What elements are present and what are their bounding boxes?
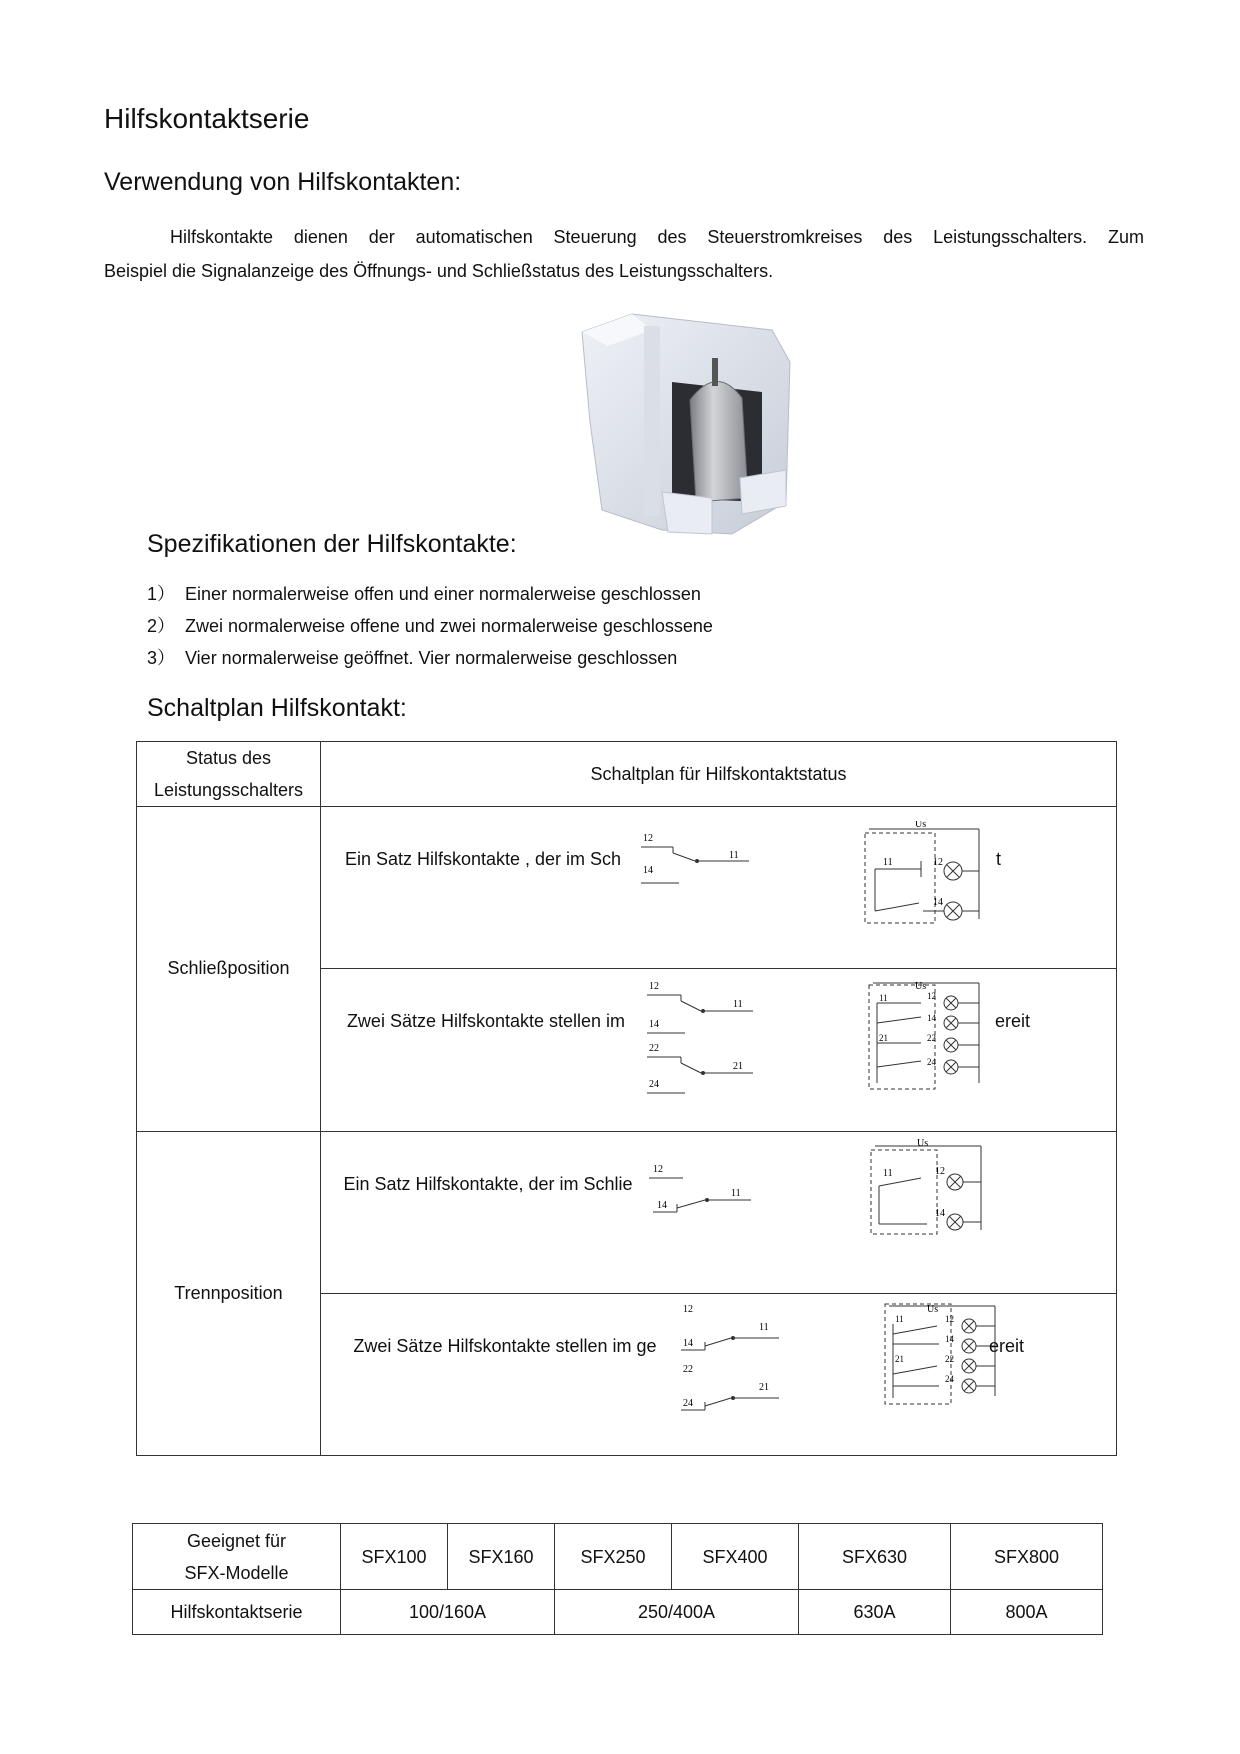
spec-item: 3） Vier normalerweise geöffnet. Vier normalerweise geschlossen: [147, 648, 678, 668]
svg-text:21: 21: [895, 1353, 904, 1364]
circuit-diagram: [867, 1138, 993, 1240]
series-cell: 800A: [951, 1590, 1103, 1635]
svg-text:11: 11: [879, 993, 888, 1004]
svg-text:Us: Us: [915, 821, 927, 831]
schematic-table: [136, 741, 1117, 1456]
circuit-diagram: [865, 975, 991, 1095]
specs-heading: Spezifikationen der Hilfskontakte:: [147, 530, 517, 558]
svg-text:21: 21: [733, 1061, 743, 1073]
svg-text:14: 14: [935, 1207, 945, 1219]
svg-text:12: 12: [935, 1165, 945, 1177]
series-cell: 630A: [799, 1590, 951, 1635]
svg-text:14: 14: [683, 1337, 693, 1349]
svg-text:24: 24: [683, 1397, 693, 1409]
usage-heading: Verwendung von Hilfskontakten:: [104, 168, 462, 196]
svg-text:22: 22: [945, 1353, 954, 1364]
schematic-row: Ein Satz Hilfskontakte, der im Schlie 12 14 11 Us 11 12 14: [321, 1131, 1117, 1293]
svg-text:14: 14: [657, 1199, 667, 1211]
svg-text:24: 24: [927, 1057, 936, 1068]
svg-text:11: 11: [731, 1187, 741, 1199]
usage-paragraph: [104, 220, 1144, 288]
contact-symbol: [675, 1300, 785, 1420]
schematic-row: Zwei Sätze Hilfskontakte stellen im 12 11 14 22 21 24 Us 11 12 14 21 22 24 ereit: [321, 969, 1117, 1131]
svg-text:12: 12: [653, 1163, 663, 1175]
usage-line-2: Beispiel die Signalanzeige des Öffnungs- und Schließstatus des Leistungsschalters.: [104, 261, 774, 281]
page-title: Hilfskontaktserie: [104, 103, 310, 134]
schematic-heading: Schaltplan Hilfskontakt:: [147, 694, 407, 722]
contact-symbol: [641, 977, 761, 1097]
svg-text:12: 12: [933, 857, 943, 869]
svg-text:24: 24: [649, 1079, 659, 1091]
svg-text:12: 12: [649, 981, 659, 993]
model-cell: SFX400: [672, 1524, 799, 1590]
svg-text:Us: Us: [917, 1137, 929, 1149]
svg-text:11: 11: [883, 857, 893, 869]
svg-text:14: 14: [945, 1333, 954, 1344]
closed-position-label: Schließposition: [137, 807, 321, 1131]
model-cell: SFX160: [448, 1524, 555, 1590]
svg-text:11: 11: [759, 1321, 769, 1333]
series-cell: 100/160A: [341, 1590, 555, 1635]
series-label: Hilfskontaktserie: [133, 1590, 341, 1635]
model-cell: SFX100: [341, 1524, 448, 1590]
svg-text:24: 24: [945, 1373, 954, 1384]
models-table: [132, 1523, 1103, 1635]
svg-text:11: 11: [733, 999, 743, 1011]
svg-text:Us: Us: [915, 981, 927, 993]
svg-text:14: 14: [643, 865, 653, 877]
usage-line-1: Hilfskontakte dienen der automatischen Steuerung des Steuerstromkreises des Leistungsschalters. Zum: [170, 227, 1144, 247]
svg-text:Us: Us: [927, 1303, 939, 1315]
svg-text:11: 11: [895, 1313, 904, 1324]
auxiliary-contact-photo: [572, 302, 812, 542]
svg-text:12: 12: [643, 833, 653, 845]
svg-text:12: 12: [683, 1303, 693, 1315]
schematic-row: Ein Satz Hilfskontakte , der im Sch 12 11 14 Us 11 12 14 t: [321, 807, 1117, 969]
model-cell: SFX800: [951, 1524, 1103, 1590]
svg-text:12: 12: [927, 991, 936, 1002]
svg-text:12: 12: [945, 1313, 954, 1324]
contact-symbol: [647, 1164, 757, 1224]
circuit-diagram: [861, 821, 991, 931]
contact-symbol: [637, 831, 757, 891]
svg-text:14: 14: [933, 897, 943, 909]
svg-text:14: 14: [927, 1013, 936, 1024]
series-cell: 250/400A: [555, 1590, 799, 1635]
model-cell: SFX630: [799, 1524, 951, 1590]
schematic-row: Zwei Sätze Hilfskontakte stellen im ge 12 11 14 22 21 24 Us 11 12 14 21 22 24 ereit: [321, 1293, 1117, 1455]
models-label: Geeignet für SFX-Modelle: [133, 1524, 341, 1590]
svg-text:11: 11: [729, 850, 739, 862]
svg-text:21: 21: [879, 1033, 888, 1044]
spec-item: 1） Einer normalerweise offen und einer normalerweise geschlossen: [147, 584, 701, 604]
status-header: Status des Leistungsschalters: [137, 742, 321, 807]
spec-item: 2） Zwei normalerweise offene und zwei normalerweise geschlossene: [147, 616, 713, 636]
svg-text:22: 22: [649, 1043, 659, 1055]
schematic-header: Schaltplan für Hilfskontaktstatus: [321, 742, 1117, 807]
svg-text:22: 22: [927, 1033, 936, 1044]
svg-text:11: 11: [883, 1167, 893, 1179]
model-cell: SFX250: [555, 1524, 672, 1590]
open-position-label: Trennposition: [137, 1131, 321, 1455]
svg-text:21: 21: [759, 1381, 769, 1393]
svg-text:22: 22: [683, 1363, 693, 1375]
svg-text:14: 14: [649, 1019, 659, 1031]
